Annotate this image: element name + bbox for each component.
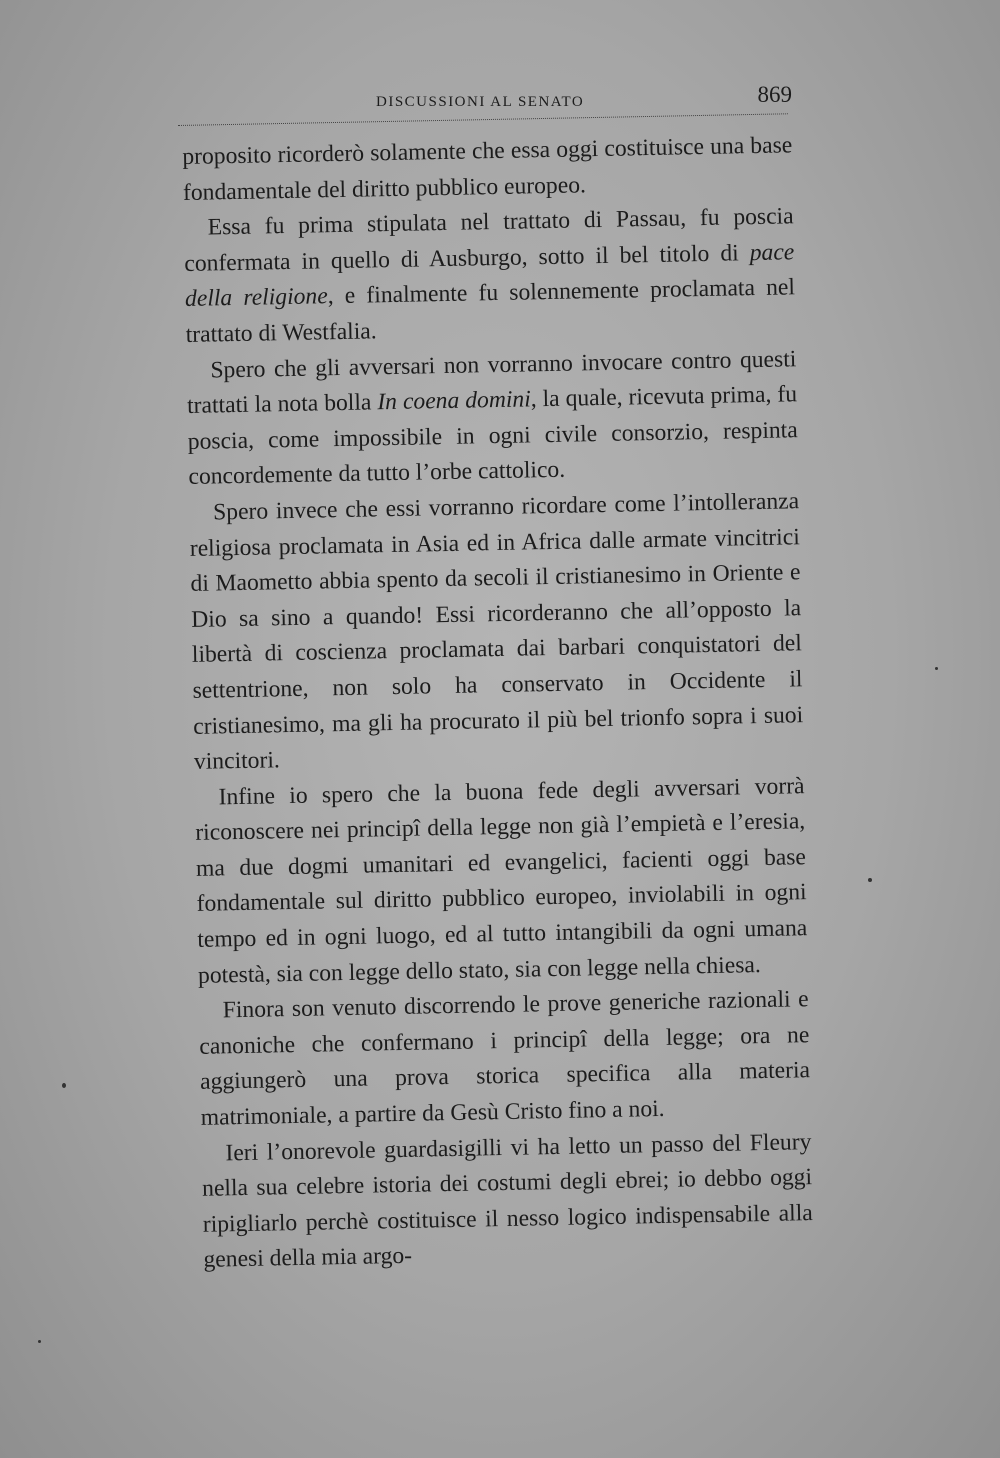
text-body [182,128,814,1279]
paragraph-3-italic: In coena domini [377,386,531,416]
page-number: 869 [757,82,792,107]
paragraph-2-text-b: , e finalmente fu solennemente proclamata nel trattato di Westfalia. [185,274,796,348]
paragraph-4: Spero invece che essi vorranno ricordare come l’intolleranza religiosa proclamata in Asia ed in Africa dalle armate vincitrici di Maometto abbia spento da secoli il cristianesimo in Oriente e Dio sa sino a quando! Essi ricorderanno che all’opposto la libertà di coscienza proclamata dai barbari conquistatori del settentrione, non solo ha conservato in Occidente il cristianesimo, ma gli ha procurato il più bel trionfo sopra i suoi vincitori. [189,488,804,775]
paragraph-7: Ieri l’onorevole guardasigilli vi ha letto un passo del Fleury nella sua celebre istoria dei costumi degli ebrei; io debbo oggi ripigliarlo perchè costituisce il nesso logico indispensabile alla genesi della mia argo- [201,1128,813,1274]
paragraph-2-text-a: Essa fu prima stipulata nel trattato di Passau, fu poscia confermata in quello di Ausburgo, sotto il bel titolo di [184,203,794,277]
paragraph-3-text-a: Spero che gli avversari non vorranno invocare contro questi trattati la nota bolla [186,345,797,420]
print-speck [935,667,938,670]
print-speck [62,1083,66,1088]
paragraph-5: Infine io spero che la buona fede degli avversari vorrà riconoscere nei principî della legge non già l’empietà e l’eresia, ma due dogmi umanitari ed evangelici, facienti oggi base fondamentale sul diritto pubblico europeo, inviolabili in ogni tempo ed in ogni luogo, ed al tutto intangibili da ogni umana potestà, sia con legge dello stato, sia con legge nella chiesa. [195,772,808,989]
paragraph-3 [186,342,799,496]
print-speck [868,878,872,882]
paragraph-1: proposito ricorderò solamente che essa oggi costituisce una base fondamentale del diritto pubblico europeo. [182,132,793,206]
running-head: DISCUSSIONI AL SENATO [376,94,585,110]
print-speck [38,1340,41,1343]
paragraph-3-text-b: , la quale, ricevuta prima, fu poscia, come impossibile in ogni civile consorzio, respinta concordemente da tutto l’orbe cattolico. [187,381,798,491]
paragraph-6: Finora son venuto discorrendo le prove generiche razionali e canoniche che confermano i principî della legge; ora ne aggiungerò una prova storica specifica alla materia matrimoniale, a partire da Gesù Cristo fino a noi. [199,986,811,1131]
paragraph-2-italic: pace della religione [184,239,795,313]
paragraph-2 [183,199,796,353]
